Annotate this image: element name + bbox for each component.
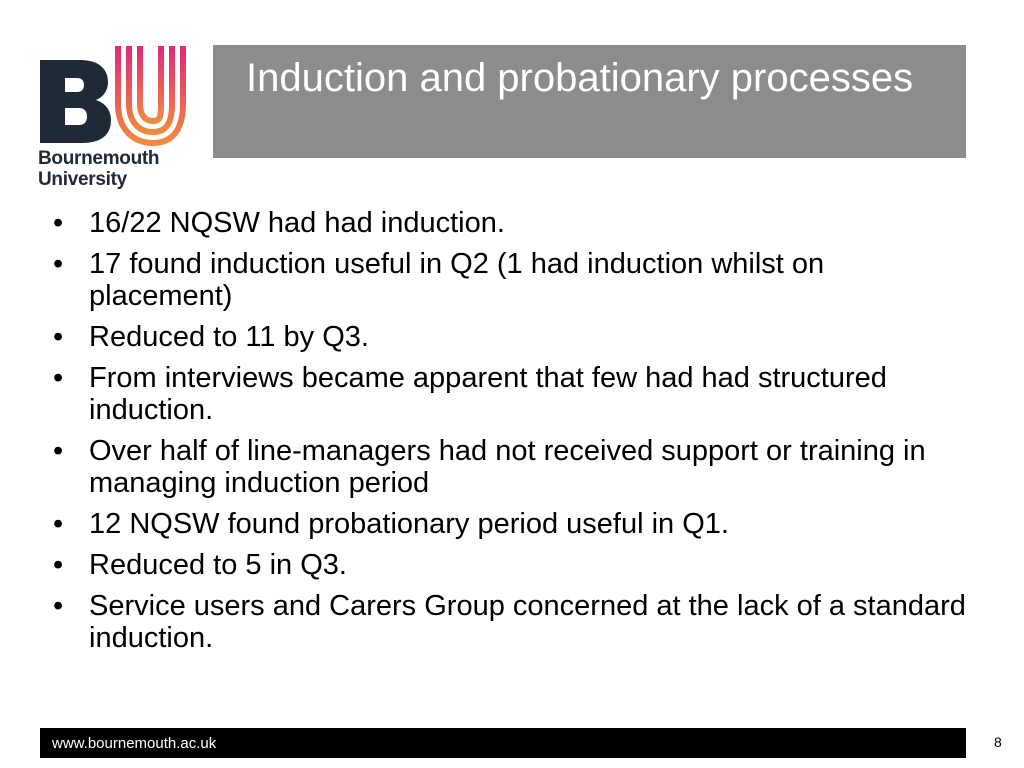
bournemouth-university-logo	[38, 42, 188, 197]
bullet-text: 12 NQSW found probationary period useful in Q1.	[89, 508, 729, 540]
logo-name-line2: University	[38, 169, 127, 190]
bu-logo-mark	[38, 42, 188, 146]
bullet-dot-icon: •	[53, 362, 64, 394]
footer-bar	[40, 728, 966, 758]
logo-university-name	[38, 148, 159, 190]
bullet-text: Reduced to 11 by Q3.	[89, 321, 369, 353]
bullet-dot-icon: •	[53, 508, 64, 540]
title-box	[213, 45, 966, 158]
list-item	[44, 590, 974, 654]
list-item	[44, 248, 974, 312]
slide-number: 8	[994, 734, 1002, 750]
bullet-text: Over half of line-managers had not received support or training in managing induction period	[89, 435, 926, 499]
list-item	[44, 362, 974, 426]
logo-name-line1: Bournemouth	[38, 148, 160, 169]
bullet-dot-icon: •	[53, 549, 64, 581]
list-item	[44, 508, 974, 540]
bullet-text: 17 found induction useful in Q2 (1 had induction whilst on placement)	[89, 248, 825, 312]
footer-url-link[interactable]: www.bournemouth.ac.uk	[52, 735, 217, 752]
bullet-dot-icon: •	[53, 207, 64, 239]
bullet-text: From interviews became apparent that few had had structured induction.	[89, 362, 887, 426]
bullet-dot-icon: •	[53, 435, 64, 467]
bullet-dot-icon: •	[53, 321, 64, 353]
list-item	[44, 435, 974, 499]
bullet-text: 16/22 NQSW had had induction.	[89, 207, 505, 239]
list-item	[44, 549, 974, 581]
bullet-list	[44, 207, 974, 663]
bullet-dot-icon: •	[53, 248, 64, 280]
bullet-text: Reduced to 5 in Q3.	[89, 549, 347, 581]
slide-title: Induction and probationary processes	[246, 56, 914, 100]
bullet-text: Service users and Carers Group concerned at the lack of a standard induction.	[89, 590, 966, 654]
bullet-dot-icon: •	[53, 590, 64, 622]
list-item	[44, 321, 974, 353]
list-item	[44, 207, 974, 239]
